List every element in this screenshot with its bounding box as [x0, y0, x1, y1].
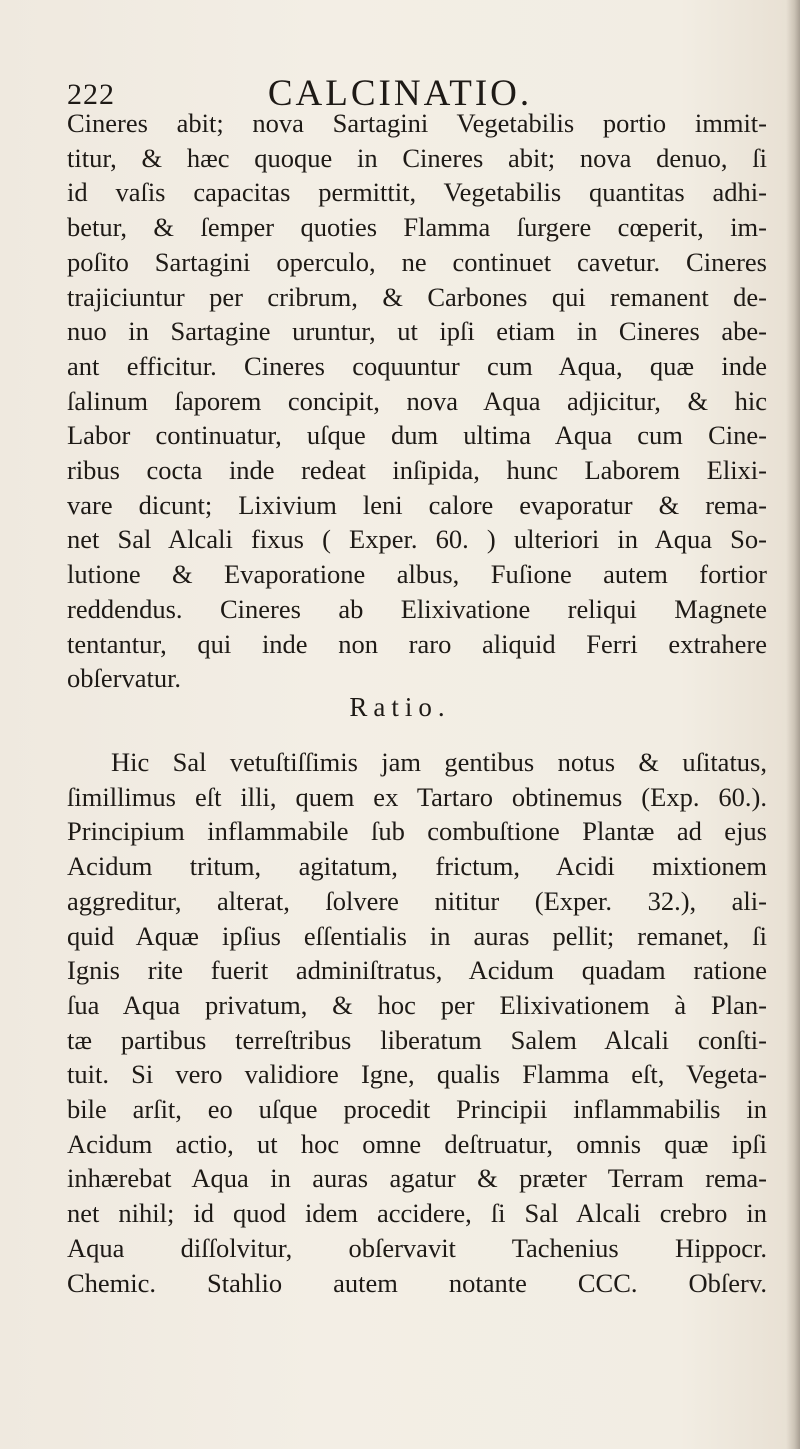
- text-line: bile arſit, eo uſque procedit Principii inflammabilis in: [67, 1094, 767, 1125]
- text-line: reddendus. Cineres ab Elixivatione reliqui Magnete: [67, 593, 767, 624]
- text-line: Principium inflammabile ſub combuſtione Plantæ ad ejus: [67, 816, 767, 847]
- text-line: tentantur, qui inde non raro aliquid Ferri extrahere: [67, 628, 767, 659]
- text-line: betur, & ſemper quoties Flamma ſurgere cœperit, im-: [67, 212, 767, 243]
- page-edge-shadow: [786, 0, 800, 1449]
- text-line: Chemic. Stahlio autem notante CCC. Obſerv.: [67, 1267, 767, 1298]
- text-line: net nihil; id quod idem accidere, ſi Sal Alcali crebro in: [67, 1198, 767, 1229]
- text-line: net Sal Alcali fixus ( Exper. 60. ) ulteriori in Aqua So-: [67, 524, 767, 555]
- text-line: vare dicunt; Lixivium leni calore evaporatur & rema-: [67, 489, 767, 520]
- text-line: trajiciuntur per cribrum, & Carbones qui remanent de-: [67, 281, 767, 312]
- text-line: poſito Sartagini operculo, ne continuet cavetur. Cineres: [67, 246, 767, 277]
- text-line: aggreditur, alterat, ſolvere nititur (Exper. 32.), ali-: [67, 885, 767, 916]
- text-line: titur, & hæc quoque in Cineres abit; nova denuo, ſi: [67, 142, 767, 173]
- text-line: Labor continuatur, uſque dum ultima Aqua cum Cine-: [67, 420, 767, 451]
- text-line: Ignis rite fuerit adminiſtratus, Acidum quadam ratione: [67, 955, 767, 986]
- text-line: Hic Sal vetuſtiſſimis jam gentibus notus & uſitatus,: [111, 747, 767, 777]
- page-number: 222: [67, 78, 115, 111]
- paragraph-2: [67, 745, 767, 1300]
- text-line: inhærebat Aqua in auras agatur & præter Terram rema-: [67, 1163, 767, 1194]
- text-line: Aqua diſſolvitur, obſervavit Tachenius Hippocr.: [67, 1232, 767, 1263]
- text-line: Acidum tritum, agitatum, frictum, Acidi mixtionem: [67, 851, 767, 882]
- text-line: Acidum actio, ut hoc omne deſtruatur, omnis quæ ipſi: [67, 1128, 767, 1159]
- text-line: quid Aquæ ipſius eſſentialis in auras pellit; remanet, ſi: [67, 920, 767, 951]
- text-line: tuit. Si vero validiore Igne, qualis Flamma eſt, Vegeta-: [67, 1059, 767, 1090]
- text-line: nuo in Sartagine uruntur, ut ipſi etiam in Cineres abe-: [67, 316, 767, 347]
- running-head: CALCINATIO.: [267, 73, 533, 114]
- text-line: id vaſis capacitas permittit, Vegetabilis quantitas adhi-: [67, 177, 767, 208]
- text-line: ſimillimus eſt illi, quem ex Tartaro obtinemus (Exp. 60.).: [67, 781, 767, 812]
- text-line: obſervatur.: [67, 663, 182, 694]
- text-line: ribus cocta inde redeat inſipida, hunc Laborem Elixi-: [67, 455, 767, 486]
- section-heading: Ratio.: [349, 692, 451, 722]
- text-line: ant efficitur. Cineres coquuntur cum Aqua, quæ inde: [67, 350, 767, 381]
- text-line: ſalinum ſaporem concipit, nova Aqua adjicitur, & hic: [67, 385, 767, 416]
- text-line: tæ partibus terreſtribus liberatum Salem Alcali conſti-: [67, 1024, 767, 1055]
- text-line: lutione & Evaporatione albus, Fuſione autem fortior: [67, 559, 767, 590]
- text-line: ſua Aqua privatum, & hoc per Elixivationem à Plan-: [67, 989, 767, 1020]
- text-line: Cineres abit; nova Sartagini Vegetabilis portio immit-: [67, 108, 767, 138]
- paragraph-1: [67, 106, 767, 696]
